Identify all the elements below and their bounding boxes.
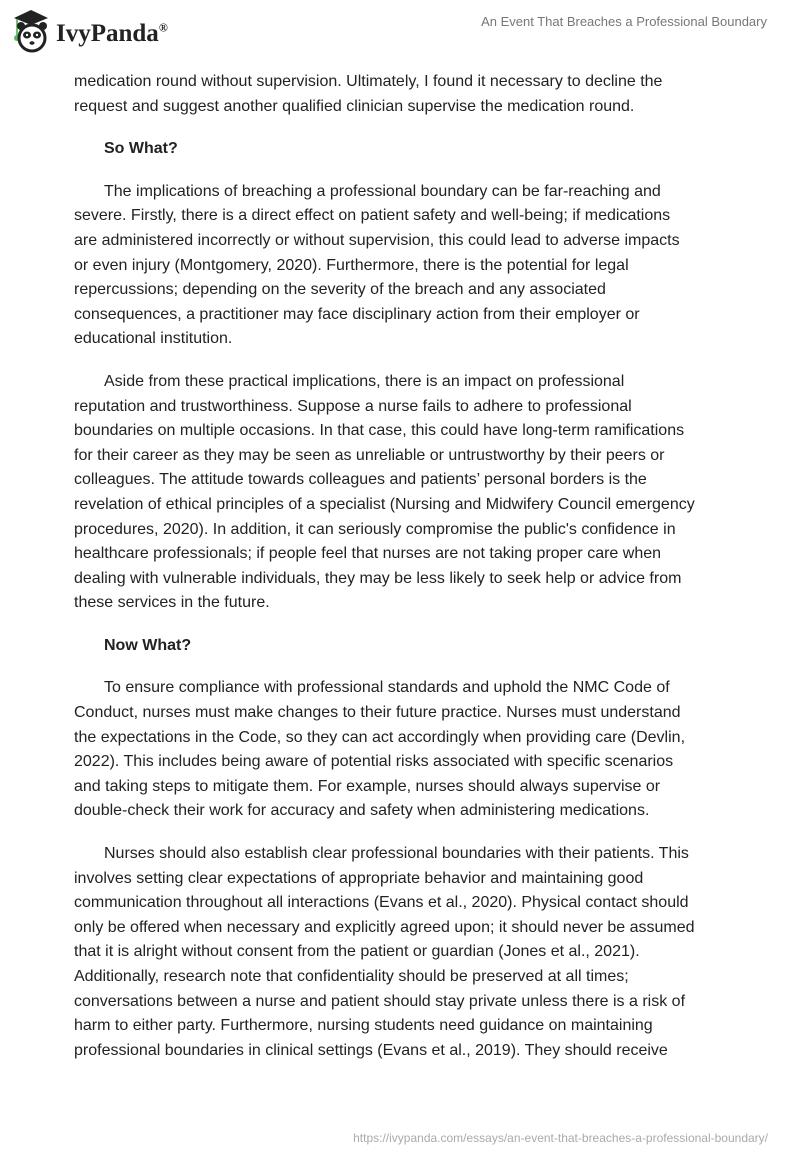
page-header — [0, 0, 800, 60]
paragraph-line: Nurses should also establish clear professional boundaries with their patients. This — [104, 845, 689, 863]
source-url[interactable]: https://ivypanda.com/essays/an-event-that-breaches-a-professional-boundary/ — [353, 1131, 768, 1145]
paragraph-line: request and suggest another qualified clinician supervise the medication round. — [74, 97, 635, 115]
paragraph-line: 2022). This includes being aware of potential risks associated with specific scenarios — [74, 753, 674, 771]
paragraph-line: and taking steps to mitigate them. For example, nurses should always supervise or — [74, 777, 661, 795]
paragraph — [74, 180, 734, 352]
paragraph-line: consequences, a practitioner may face disciplinary action from their employer or — [74, 305, 640, 323]
paragraph-line: Conduct, nurses must make changes to their future practice. Nurses must understand — [74, 704, 681, 722]
paragraph-line: for their career as they may be seen as unreliable or untrustworthy by their peers or — [74, 446, 665, 464]
paragraph — [74, 70, 734, 119]
paragraph-line: Additionally, research note that confidentiality should be preserved at all times; — [74, 968, 629, 985]
paragraph-line: that it is alright without consent from the patient or guardian (Jones et al., 2021). — [74, 943, 640, 961]
paragraph-line: dealing with vulnerable individuals, they may be less likely to seek help or advice from — [74, 569, 682, 587]
paragraph-line: involves setting clear expectations of appropriate behavior and maintaining good — [74, 869, 644, 887]
paragraph-line: To ensure compliance with professional standards and uphold the NMC Code of — [104, 679, 670, 697]
panda-graduate-icon — [12, 8, 50, 54]
paragraph — [74, 676, 734, 824]
paragraph — [74, 842, 734, 1063]
paragraph-line: these services in the future. — [74, 594, 270, 612]
paragraph-line: boundaries on multiple occasions. In that case, this could have long-term ramifications — [74, 422, 685, 440]
paragraph-line: reputation and trustworthiness. Suppose a nurse fails to adhere to professional — [74, 397, 632, 415]
paragraph-line: double-check their work for accuracy and safety when administering medications. — [74, 802, 650, 820]
paragraph — [74, 370, 734, 616]
paragraph-line: educational institution. — [74, 330, 233, 348]
paragraph-line: colleagues. The attitude towards colleagues and patients’ personal borders is the — [74, 471, 647, 489]
ivypanda-logo[interactable] — [12, 8, 168, 54]
paragraph-line: only be offered when necessary and explicitly agreed upon; it should never be assumed — [74, 918, 695, 936]
paragraph-line: repercussions; depending on the severity of the breach and any associated — [74, 281, 606, 299]
paragraph-line: healthcare professionals; if people feel that nurses are not taking proper care when — [74, 545, 662, 563]
paragraph-line: professional boundaries in clinical settings (Evans et al., 2019). They should receive — [74, 1041, 668, 1059]
paragraph-line: The implications of breaching a professional boundary can be far-reaching and — [104, 182, 661, 200]
section-heading: So What? — [104, 140, 178, 158]
paragraph-line: Aside from these practical implications, there is an impact on professional — [104, 372, 625, 390]
paragraph-line: harm to either party. Furthermore, nursing students need guidance on maintaining — [74, 1017, 653, 1035]
paragraph-line: are administered incorrectly or without supervision, this could lead to adverse impacts — [74, 231, 680, 249]
essay-body — [74, 70, 734, 1081]
logo-text: IvyPanda® — [56, 20, 168, 47]
paragraph-line: procedures, 2020). In addition, it can seriously compromise the public's confidence in — [74, 520, 676, 538]
paragraph-line: medication round without supervision. Ultimately, I found it necessary to decline the — [74, 73, 663, 90]
paragraph-line: or even injury (Montgomery, 2020). Furthermore, there is the potential for legal — [74, 256, 629, 274]
paragraph-line: conversations between a nurse and patient should stay private unless there is a risk of — [74, 992, 686, 1010]
section-heading: Now What? — [104, 636, 192, 654]
document-title: An Event That Breaches a Professional Boundary — [481, 14, 767, 29]
paragraph-line: the expectations in the Code, so they can act accordingly when providing care (Devlin, — [74, 728, 686, 746]
paragraph-line: communication throughout all interactions (Evans et al., 2020). Physical contact should — [74, 894, 689, 912]
paragraph-line: severe. Firstly, there is a direct effect on patient safety and well-being; if medications — [74, 207, 671, 225]
paragraph-line: revelation of ethical principles of a specialist (Nursing and Midwifery Council emergency — [74, 495, 695, 513]
